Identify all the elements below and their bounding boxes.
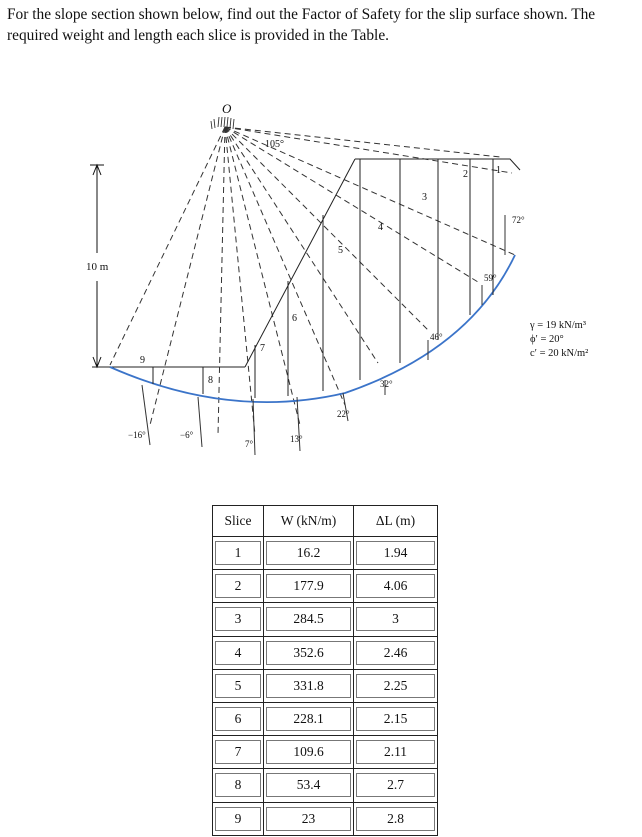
table-row (213, 669, 438, 702)
base-angle-label: 32° (380, 379, 393, 389)
cell-length: 1.94 (356, 541, 435, 565)
cell-slice: 4 (215, 641, 261, 665)
table-row (213, 570, 438, 603)
base-angle-label: 22° (337, 409, 350, 419)
cell-weight: 284.5 (266, 607, 351, 631)
cohesion: c′ = 20 kN/m² (530, 348, 589, 359)
table-row (213, 802, 438, 835)
slope-figure (0, 95, 642, 465)
center-label: O (222, 101, 232, 116)
base-angle-label: −6° (180, 430, 194, 440)
slice-label: 5 (338, 245, 343, 256)
table-row (213, 702, 438, 735)
table-row (213, 537, 438, 570)
cell-length: 2.11 (356, 740, 435, 764)
slice-label: 6 (292, 313, 297, 324)
base-angle-label: 72° (512, 215, 525, 225)
cell-weight: 23 (266, 807, 351, 831)
cell-weight: 16.2 (266, 541, 351, 565)
cell-length: 2.46 (356, 641, 435, 665)
slice-label: 7 (260, 343, 265, 354)
cell-slice: 2 (215, 574, 261, 598)
base-angle-label: 13° (290, 434, 303, 444)
cell-slice: 8 (215, 773, 261, 797)
base-angle-label: −16° (128, 430, 146, 440)
slice-table-wrap (212, 505, 438, 836)
base-angle-label: 59° (484, 273, 497, 283)
header-slice: Slice (213, 506, 264, 537)
cell-length: 3 (356, 607, 435, 631)
cell-slice: 3 (215, 607, 261, 631)
base-angle-label: 46° (430, 332, 443, 342)
table-row (213, 636, 438, 669)
cell-length: 2.15 (356, 707, 435, 731)
cell-slice: 1 (215, 541, 261, 565)
cell-weight: 109.6 (266, 740, 351, 764)
base-angle-label: 7° (245, 439, 254, 449)
question-text: For the slope section shown below, find out the Factor of Safety for the slip surface shown. The required weight and length each slice is provided in the Table. (7, 6, 596, 44)
cell-length: 4.06 (356, 574, 435, 598)
unit-weight: γ = 19 kN/m³ (530, 320, 587, 331)
cell-weight: 352.6 (266, 641, 351, 665)
cell-slice: 5 (215, 674, 261, 698)
height-label: 10 m (86, 261, 109, 273)
cell-weight: 228.1 (266, 707, 351, 731)
table-header-row (213, 506, 438, 537)
slice-label: 4 (378, 222, 383, 233)
cell-weight: 331.8 (266, 674, 351, 698)
friction-angle: ϕ′ = 20° (530, 334, 564, 345)
header-length: ΔL (m) (354, 506, 438, 537)
header-weight: W (kN/m) (264, 506, 354, 537)
cell-weight: 177.9 (266, 574, 351, 598)
cell-slice: 9 (215, 807, 261, 831)
cell-weight: 53.4 (266, 773, 351, 797)
slice-label: 1 (496, 165, 501, 176)
center-angle: 105° (265, 139, 284, 150)
cell-length: 2.25 (356, 674, 435, 698)
cell-slice: 6 (215, 707, 261, 731)
table-row (213, 769, 438, 802)
table-row (213, 603, 438, 636)
cell-slice: 7 (215, 740, 261, 764)
slice-label: 8 (208, 375, 213, 386)
slice-label: 2 (463, 169, 468, 180)
cell-length: 2.8 (356, 807, 435, 831)
slice-label: 9 (140, 355, 145, 366)
slice-boundaries (153, 159, 493, 398)
table-row (213, 736, 438, 769)
slice-label: 3 (422, 192, 427, 203)
slip-surface (110, 255, 515, 402)
slice-table (212, 505, 438, 836)
cell-length: 2.7 (356, 773, 435, 797)
